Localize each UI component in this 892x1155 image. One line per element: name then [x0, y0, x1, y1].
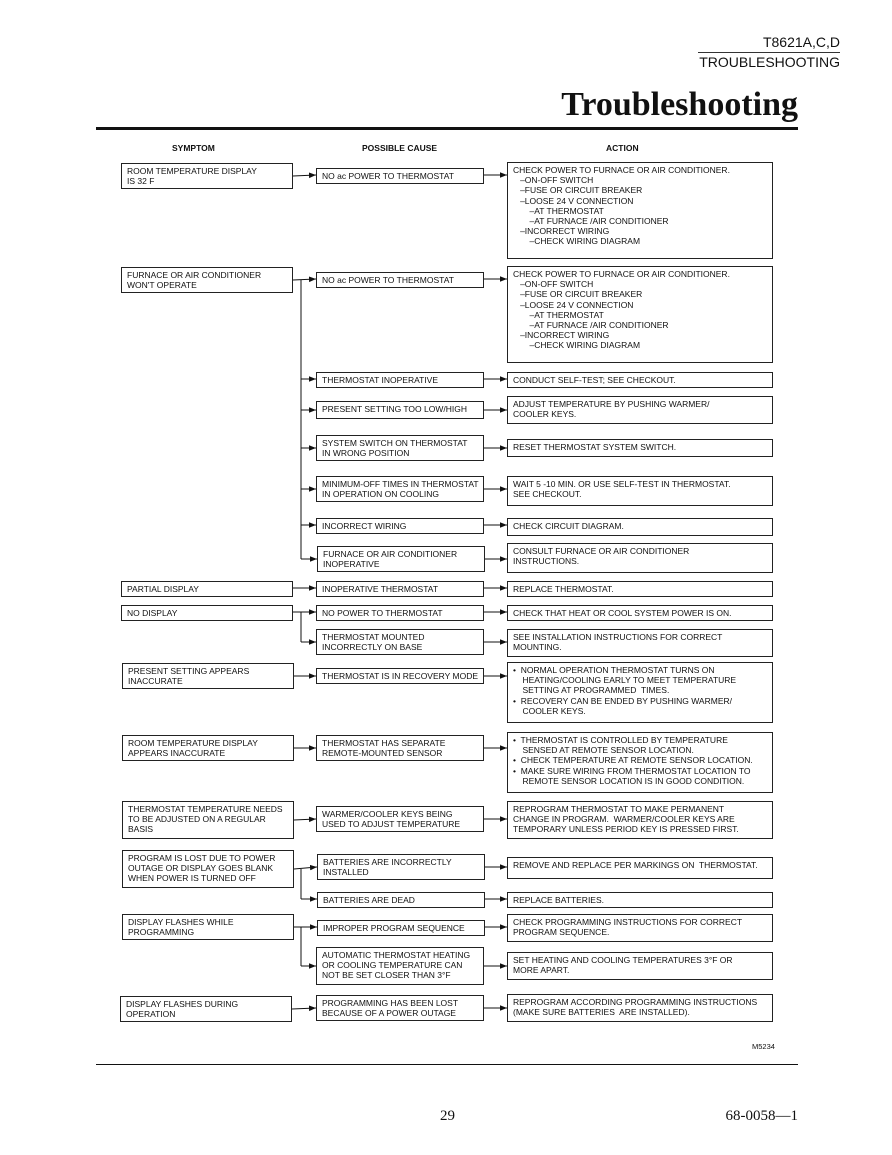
cause-box: THERMOSTAT INOPERATIVE: [316, 372, 484, 388]
bottom-rule: [96, 1064, 798, 1065]
flow-arrow: [293, 175, 316, 176]
flow-arrow: [292, 1008, 316, 1009]
symptom-box: DISPLAY FLASHES DURING OPERATION: [120, 996, 292, 1022]
action-box: ADJUST TEMPERATURE BY PUSHING WARMER/ COOLER KEYS.: [507, 396, 773, 424]
symptom-box: PARTIAL DISPLAY: [121, 581, 293, 597]
page-title: Troubleshooting: [561, 86, 798, 123]
symptom-box: PROGRAM IS LOST DUE TO POWER OUTAGE OR DISPLAY GOES BLANK WHEN POWER IS TURNED OFF: [122, 850, 294, 888]
action-box: CHECK POWER TO FURNACE OR AIR CONDITIONER. –ON-OFF SWITCH –FUSE OR CIRCUIT BREAKER –LOOSE 24 V CONNECTION –AT THERMOSTAT –AT FURNACE /AIR CONDITIONER –INCORRECT WIRING –CHECK WIRING DIAGRAM: [507, 266, 773, 363]
cause-box: BATTERIES ARE DEAD: [317, 892, 485, 908]
action-box: CHECK PROGRAMMING INSTRUCTIONS FOR CORRECT PROGRAM SEQUENCE.: [507, 914, 773, 942]
cause-box: MINIMUM-OFF TIMES IN THERMOSTAT IN OPERATION ON COOLING: [316, 476, 484, 502]
cause-box: FURNACE OR AIR CONDITIONER INOPERATIVE: [317, 546, 485, 572]
cause-box: AUTOMATIC THERMOSTAT HEATING OR COOLING TEMPERATURE CAN NOT BE SET CLOSER THAN 3°F: [316, 947, 484, 985]
page-number: 29: [440, 1108, 455, 1124]
symptom-box: NO DISPLAY: [121, 605, 293, 621]
cause-box: NO POWER TO THERMOSTAT: [316, 605, 484, 621]
cause-box: THERMOSTAT MOUNTED INCORRECTLY ON BASE: [316, 629, 484, 655]
action-box: • NORMAL OPERATION THERMOSTAT TURNS ON HEATING/COOLING EARLY TO MEET TEMPERATURE SETTING AT PROGRAMMED TIMES. • RECOVERY CAN BE ENDED BY PUSHING WARMER/ COOLER KEYS.: [507, 662, 773, 723]
action-box: REPLACE BATTERIES.: [507, 892, 773, 908]
header-model: T8621A,C,D: [762, 34, 840, 50]
cause-box: NO ac POWER TO THERMOSTAT: [316, 272, 484, 288]
column-header-symptom: SYMPTOM: [172, 143, 215, 153]
action-box: SEE INSTALLATION INSTRUCTIONS FOR CORRECT MOUNTING.: [507, 629, 773, 657]
cause-box: IMPROPER PROGRAM SEQUENCE: [317, 920, 485, 936]
symptom-box: PRESENT SETTING APPEARS INACCURATE: [122, 663, 294, 689]
action-box: • THERMOSTAT IS CONTROLLED BY TEMPERATURE SENSED AT REMOTE SENSOR LOCATION. • CHECK TEMPERATURE AT REMOTE SENSOR LOCATION. • MAKE SURE WIRING FROM THERMOSTAT LOCATION TO REMOTE SENSOR LOCATION IS IN GOOD CONDITION.: [507, 732, 773, 793]
cause-box: SYSTEM SWITCH ON THERMOSTAT IN WRONG POSITION: [316, 435, 484, 461]
column-header-cause: POSSIBLE CAUSE: [362, 143, 438, 153]
action-box: CHECK THAT HEAT OR COOL SYSTEM POWER IS ON.: [507, 605, 773, 621]
cause-box: BATTERIES ARE INCORRECTLY INSTALLED: [317, 854, 485, 880]
column-header-action: ACTION: [606, 143, 639, 153]
cause-box: THERMOSTAT IS IN RECOVERY MODE: [316, 668, 484, 684]
action-box: CHECK CIRCUIT DIAGRAM.: [507, 518, 773, 536]
cause-box: INCORRECT WIRING: [316, 518, 484, 534]
action-box: REPROGRAM ACCORDING PROGRAMMING INSTRUCTIONS (MAKE SURE BATTERIES ARE INSTALLED).: [507, 994, 773, 1022]
action-box: SET HEATING AND COOLING TEMPERATURES 3°F OR MORE APART.: [507, 952, 773, 980]
cause-box: PROGRAMMING HAS BEEN LOST BECAUSE OF A POWER OUTAGE: [316, 995, 484, 1021]
action-box: RESET THERMOSTAT SYSTEM SWITCH.: [507, 439, 773, 457]
flow-arrow: [294, 819, 316, 820]
action-box: WAIT 5 -10 MIN. OR USE SELF-TEST IN THERMOSTAT. SEE CHECKOUT.: [507, 476, 773, 506]
flow-arrow: [294, 867, 317, 869]
action-box: REMOVE AND REPLACE PER MARKINGS ON THERMOSTAT.: [507, 857, 773, 879]
flow-arrow: [293, 279, 316, 280]
figure-code: M5234: [752, 1042, 775, 1051]
action-box: REPROGRAM THERMOSTAT TO MAKE PERMANENT CHANGE IN PROGRAM. WARMER/COOLER KEYS ARE TEMPORARY UNLESS PERIOD KEY IS PRESSED FIRST.: [507, 801, 773, 839]
cause-box: INOPERATIVE THERMOSTAT: [316, 581, 484, 597]
symptom-box: ROOM TEMPERATURE DISPLAY IS 32 F: [121, 163, 293, 189]
cause-box: THERMOSTAT HAS SEPARATE REMOTE-MOUNTED SENSOR: [316, 735, 484, 761]
cause-box: PRESENT SETTING TOO LOW/HIGH: [316, 401, 484, 419]
cause-box: WARMER/COOLER KEYS BEING USED TO ADJUST TEMPERATURE: [316, 806, 484, 832]
action-box: REPLACE THERMOSTAT.: [507, 581, 773, 597]
symptom-box: THERMOSTAT TEMPERATURE NEEDS TO BE ADJUSTED ON A REGULAR BASIS: [122, 801, 294, 839]
action-box: CHECK POWER TO FURNACE OR AIR CONDITIONER. –ON-OFF SWITCH –FUSE OR CIRCUIT BREAKER –LOOSE 24 V CONNECTION –AT THERMOSTAT –AT FURNACE /AIR CONDITIONER –INCORRECT WIRING –CHECK WIRING DIAGRAM: [507, 162, 773, 259]
symptom-box: DISPLAY FLASHES WHILE PROGRAMMING: [122, 914, 294, 940]
symptom-box: FURNACE OR AIR CONDITIONER WON'T OPERATE: [121, 267, 293, 293]
action-box: CONDUCT SELF-TEST; SEE CHECKOUT.: [507, 372, 773, 388]
symptom-box: ROOM TEMPERATURE DISPLAY APPEARS INACCURATE: [122, 735, 294, 761]
cause-box: NO ac POWER TO THERMOSTAT: [316, 168, 484, 184]
document-number: 68-0058—1: [725, 1108, 798, 1124]
action-box: CONSULT FURNACE OR AIR CONDITIONER INSTRUCTIONS.: [507, 543, 773, 573]
header-section: TROUBLESHOOTING: [699, 54, 840, 70]
